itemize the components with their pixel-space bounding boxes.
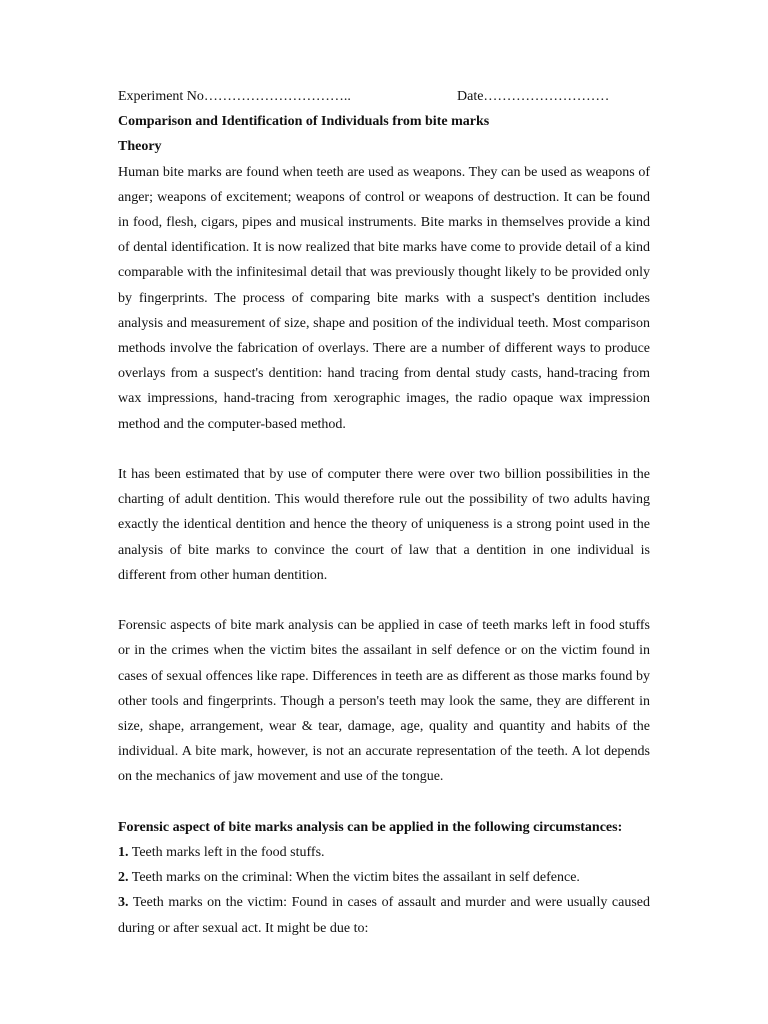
list-item-text: Teeth marks on the criminal: When the victim bites the assailant in self defence. [131, 870, 580, 886]
list-item-number: 1. [118, 845, 129, 861]
list-item-number: 3. [118, 895, 129, 911]
list-item-number: 2. [118, 870, 129, 886]
list-item [118, 840, 650, 865]
document-body [118, 84, 650, 941]
paragraph-spacer [118, 588, 650, 613]
theory-heading: Theory [118, 139, 162, 155]
list-item-text: Teeth marks on the victim: Found in cases of assault and murder and were usually caused during or after sexual act. It might be due to: [118, 895, 651, 936]
date-field: Date……………………… [457, 89, 610, 104]
experiment-number-field: Experiment No………………………….. [118, 89, 351, 104]
document-title: Comparison and Identification of Individuals from bite marks [118, 114, 490, 130]
circumstances-heading: Forensic aspect of bite marks analysis can be applied in the following circumstances: [118, 819, 623, 835]
paragraph-spacer [118, 437, 650, 462]
experiment-header [118, 84, 650, 109]
paragraph-3: Forensic aspects of bite mark analysis can be applied in case of teeth marks left in food stuffs or in the crimes when the victim bites the assailant in self defence or on the victim found in cases of sexual offences like rape. Differences in teeth are as different as those marks found by other tools and fingerprints. Though a person's teeth may look the same, they are different in size, shape, arrangement, wear & tear, damage, age, quality and quantity and habits of the individual. A bite mark, however, is not an accurate representation of the teeth. A lot depends on the mechanics of jaw movement and use of the tongue. [118, 618, 650, 785]
list-item [118, 865, 650, 890]
paragraph-1: Human bite marks are found when teeth are used as weapons. They can be used as weapons of anger; weapons of excitement; weapons of control or weapons of destruction. It can be found in food, flesh, cigars, pipes and musical instruments. Bite marks in themselves provide a kind of dental identification. It is now realized that bite marks have come to provide detail of a kind comparable with the infinitesimal detail that was previously thought likely to be provided only by fingerprints. The process of comparing bite marks with a suspect's dentition includes analysis and measurement of size, shape and position of the individual teeth. Most comparison methods involve the fabrication of overlays. There are a number of different ways to produce overlays from a suspect's dentition: hand tracing from dental study casts, hand-tracing from wax impressions, hand-tracing from xerographic images, the radio opaque wax impression method and the computer-based method. [118, 164, 650, 432]
paragraph-spacer [118, 790, 650, 815]
list-item-text: Teeth marks left in the food stuffs. [131, 845, 325, 861]
paragraph-2: It has been estimated that by use of computer there were over two billion possibilities in the charting of adult dentition. This would therefore rule out the possibility of two adults having exactly the identical dentition and hence the theory of uniqueness is a strong point used in the analysis of bite marks to convince the court of law that a dentition in one individual is different from other human dentition. [118, 467, 650, 583]
list-item [118, 890, 650, 940]
